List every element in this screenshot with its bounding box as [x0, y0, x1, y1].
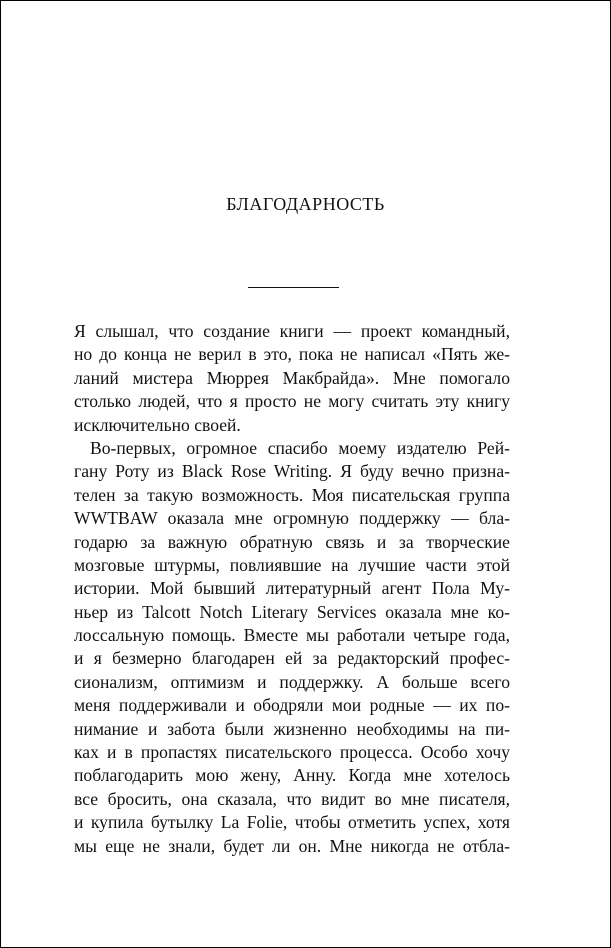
text-line: мозговые штурмы, повлиявшие на лучшие части этой: [74, 554, 510, 575]
text-line: меня поддерживали и ободряли мои родные — их по-: [74, 695, 510, 716]
text-line: исключительно своей.: [74, 414, 241, 435]
text-line: ланий мистера Мюррея Макбрайда». Мне помогало: [74, 367, 510, 388]
text-line: истории. Мой бывший литературный агент Пола Му-: [74, 578, 510, 599]
text-line: сионализм, оптимизм и поддержку. А больше всего: [74, 671, 510, 692]
text-line: нимание и забота были жизненно необходимы на пи-: [74, 718, 510, 739]
title-divider: [248, 287, 339, 288]
text-line: поблагодарить мою жену, Анну. Когда мне хотелось: [74, 765, 510, 786]
text-line: Во-первых, огромное спасибо моему издателю Рей-: [90, 437, 510, 458]
text-line: мы еще не знали, будет ли он. Мне никогда не отбла-: [74, 835, 510, 856]
acknowledgements-text: [74, 320, 510, 858]
text-line: и купила бутылку La Folie, чтобы отметить успех, хотя: [74, 812, 510, 833]
text-line: и я безмерно благодарен ей за редакторский профес-: [74, 648, 510, 669]
text-line: гану Роту из Black Rose Writing. Я буду вечно призна-: [74, 461, 510, 482]
text-line: телен за такую возможность. Моя писательская группа: [74, 484, 510, 505]
text-line: WWTBAW оказала мне огромную поддержку — бла-: [74, 508, 510, 529]
chapter-title: БЛАГОДАРНОСТЬ: [226, 194, 385, 214]
text-line: ньер из Talcott Notch Literary Services оказала мне ко-: [74, 601, 510, 622]
text-line: лоссальную помощь. Вместе мы работали четыре года,: [74, 625, 510, 646]
text-line: столько людей, что я просто не могу считать эту книгу: [74, 391, 510, 412]
text-line: все бросить, она сказала, что видит во мне писателя,: [74, 788, 510, 809]
text-line: годарю за важную обратную связь и за творческие: [74, 531, 510, 552]
text-line: Я слышал, что создание книги — проект командный,: [74, 321, 510, 341]
text-line: но до конца не верил в это, пока не написал «Пять же-: [74, 344, 510, 365]
text-line: ках и в пропастях писательского процесса. Особо хочу: [74, 742, 510, 763]
